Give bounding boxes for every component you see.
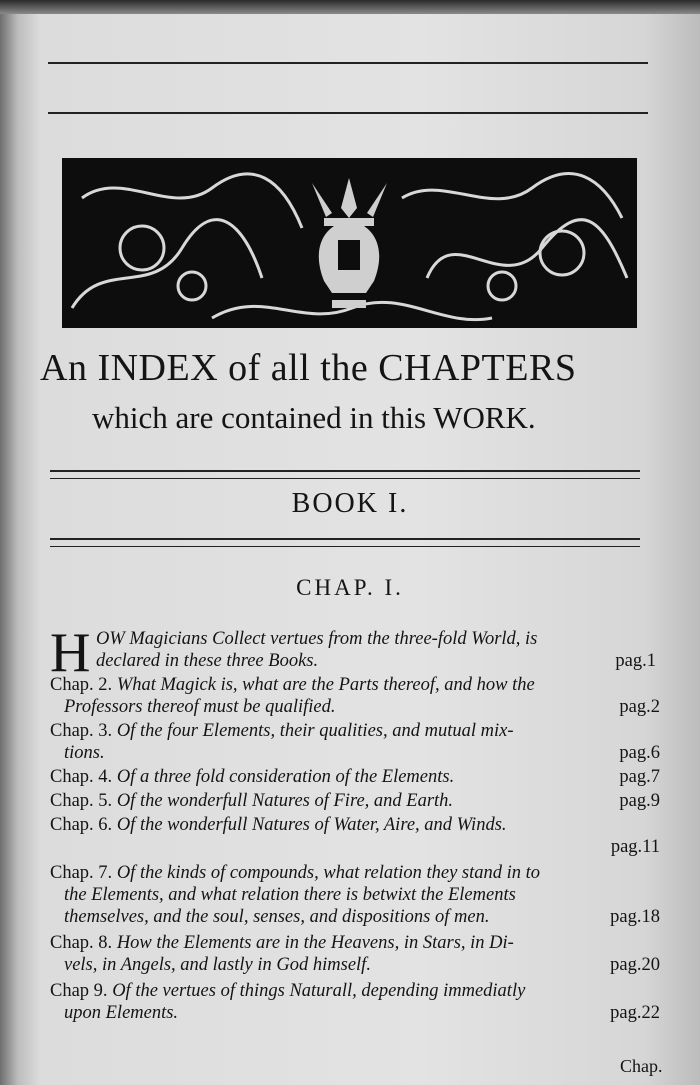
entry-text-line-2: declared in these three Books.: [96, 651, 319, 671]
entry-page: pag.2: [619, 697, 660, 717]
drop-cap: H: [50, 622, 91, 684]
entry-text-line-2: tions.: [64, 743, 105, 763]
entry-text-line-1: What Magick is, what are the Parts thereof, and how the: [116, 675, 535, 695]
entry-text-line-1: Of the four Elements, their qualities, and mutual mix-: [116, 721, 514, 741]
entry-label: Chap. 8.: [50, 933, 113, 953]
entry-page: pag.1: [615, 651, 656, 671]
entry-text-line-1: How the Elements are in the Heavens, in Stars, in Di-: [116, 933, 514, 953]
toc-entry-3: [50, 720, 660, 764]
entry-page: pag.11: [610, 837, 660, 857]
entry-text-line-1: Of a three fold consideration of the Elements.: [116, 767, 455, 787]
title-rule: [50, 470, 640, 472]
entry-page: pag.20: [610, 955, 660, 975]
entry-text-line-2: vels, in Angels, and lastly in God himself.: [64, 955, 371, 975]
toc-entry-4: [50, 766, 660, 788]
page-title: An INDEX of all the CHAPTERS: [40, 347, 577, 389]
entry-text-line-2: upon Elements.: [64, 1003, 179, 1023]
book-heading: BOOK I.: [291, 488, 409, 519]
toc-entry-5: [50, 790, 660, 812]
catchword: Chap.: [620, 1056, 663, 1076]
title-rule-2: [50, 478, 640, 479]
top-rule-2: [48, 112, 648, 114]
entry-text-line-1: Of the kinds of compounds, what relation they stand in to: [116, 863, 541, 883]
top-rule: [48, 62, 648, 64]
entry-page: pag.6: [619, 743, 660, 763]
toc-entry-2: [50, 674, 660, 718]
entry-text-line-1: Of the wonderfull Natures of Water, Aire, and Winds.: [116, 815, 507, 835]
chapter-heading: CHAP. I.: [296, 575, 404, 600]
toc-entry-8: [50, 932, 660, 976]
toc-entry-6: [50, 814, 660, 858]
entry-label: Chap. 5.: [50, 791, 113, 811]
entry-label: Chap. 7.: [50, 863, 113, 883]
entry-text-line-1: Of the wonderfull Natures of Fire, and Earth.: [116, 791, 454, 811]
ornament-headpiece: [62, 158, 637, 328]
toc-entry-1: [96, 628, 656, 672]
entry-page: pag.9: [619, 791, 660, 811]
entry-text-line-2: Professors thereof must be qualified.: [64, 697, 336, 717]
toc-entry-7: [50, 862, 660, 928]
page-subtitle: which are contained in this WORK.: [92, 400, 536, 435]
entry-text-line-2: the Elements, and what relation there is betwixt the Elements: [64, 885, 516, 905]
entry-label: Chap. 6.: [50, 815, 113, 835]
entry-page: pag.7: [619, 767, 660, 787]
entry-label: Chap. 3.: [50, 721, 113, 741]
entry-label: Chap. 4.: [50, 767, 113, 787]
entry-label: Chap 9.: [50, 981, 108, 1001]
entry-page: pag.22: [610, 1003, 660, 1023]
entry-text-line-3: themselves, and the soul, senses, and dispositions of men.: [64, 907, 490, 927]
book-rule-2: [50, 546, 640, 547]
book-rule: [50, 538, 640, 540]
entry-text-line-1: OW Magicians Collect vertues from the three-fold World, is: [96, 629, 538, 649]
entry-label: Chap. 2.: [50, 675, 113, 695]
toc-entry-9: [50, 980, 660, 1024]
entry-page: pag.18: [610, 907, 660, 927]
entry-text-line-1: Of the vertues of things Naturall, depending immediatly: [112, 981, 526, 1001]
